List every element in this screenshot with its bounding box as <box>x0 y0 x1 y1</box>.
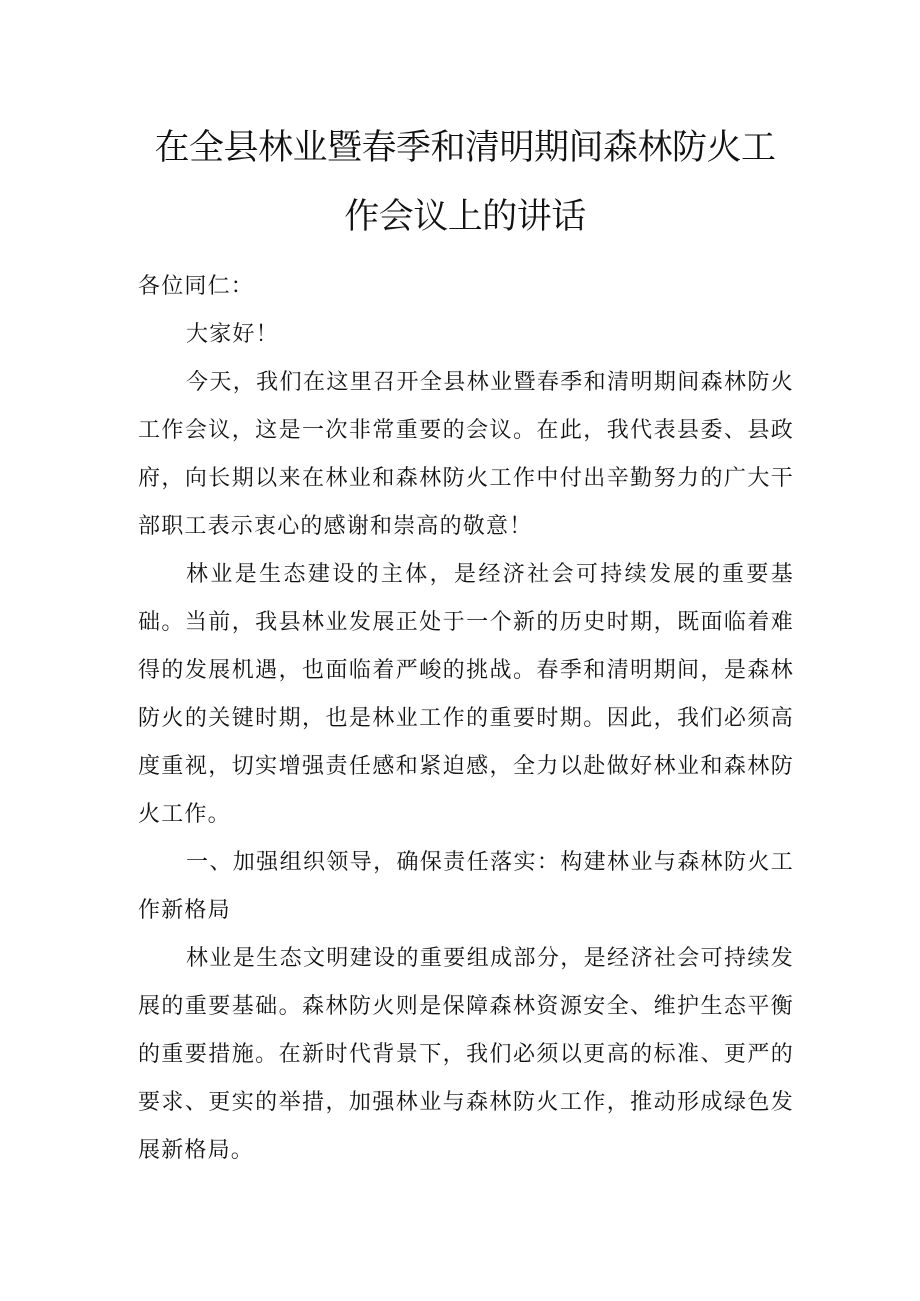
paragraph-section-1-intro: 林业是生态文明建设的重要组成部分，是经济社会可持续发展的重要基础。森林防火则是保障森林资源安全、维护生态平衡的重要措施。在新时代背景下，我们必须以更高的标准、更严的要求、更实的举措，加强林业与森林防火工作，推动形成绿色发展新格局。 <box>138 946 794 1163</box>
paragraph-forestry-importance: 林业是生态建设的主体，是经济社会可持续发展的重要基础。当前，我县林业发展正处于一个新的历史时期，既面临着难得的发展机遇，也面临着严峻的挑战。春季和清明期间，是森林防火的关键时期，也是林业工作的重要时期。因此，我们必须高度重视，切实增强责任感和紧迫感，全力以赴做好林业和森林防火工作。 <box>138 562 794 827</box>
document-title-line-2: 作会议上的讲话 <box>344 197 586 237</box>
greeting: 大家好！ <box>186 322 279 347</box>
document-body <box>138 263 794 1175</box>
section-heading-1: 一、加强组织领导，确保责任落实：构建林业与森林防火工作新格局 <box>138 850 794 923</box>
document-title-line-1: 在全县林业暨春季和清明期间森林防火工 <box>154 128 776 168</box>
paragraph-opening: 今天，我们在这里召开全县林业暨春季和清明期间森林防火工作会议，这是一次非常重要的会议。在此，我代表县委、县政府，向长期以来在林业和森林防火工作中付出辛勤努力的广大干部职工表示衷心的感谢和崇高的敬意！ <box>138 370 794 539</box>
salutation: 各位同仁： <box>138 274 255 299</box>
